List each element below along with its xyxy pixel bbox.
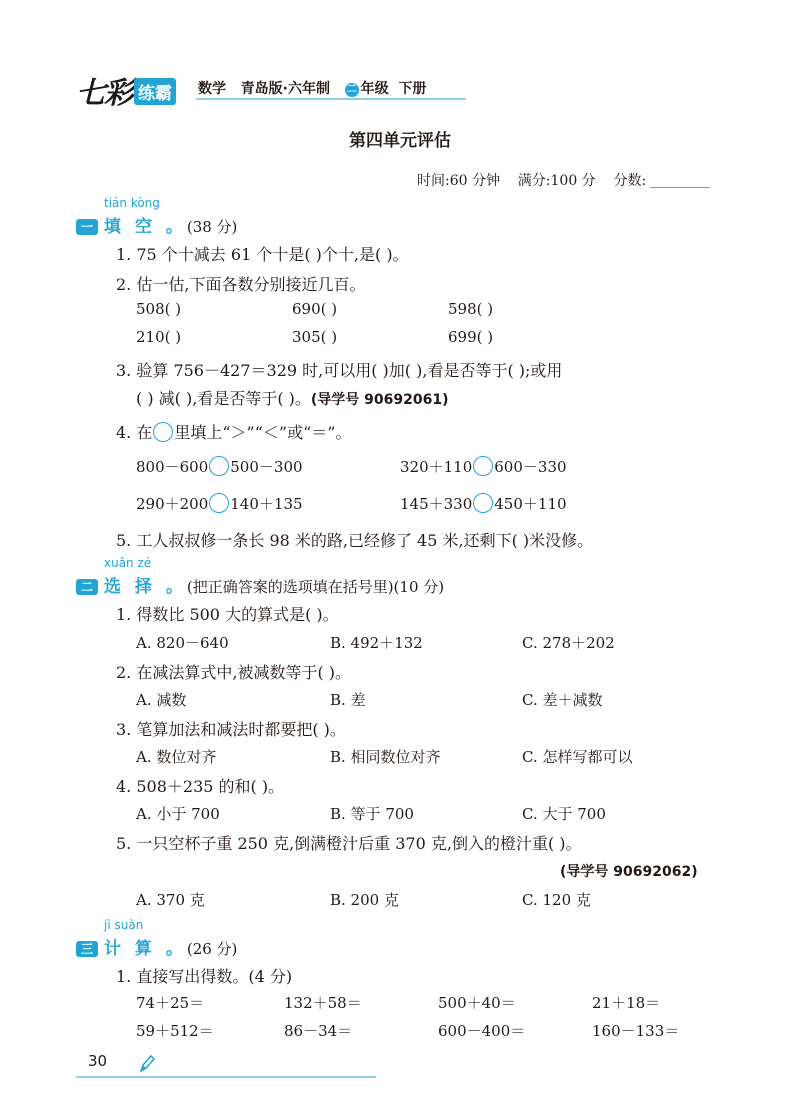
section1-points: (38 分) — [186, 218, 238, 236]
calc-item[interactable]: 21＋18＝ — [592, 994, 661, 1012]
s2-question: 1. 得数比 500 大的算式是( )。 — [116, 605, 339, 624]
estimate-item[interactable]: 598( ) — [448, 300, 494, 318]
book-header — [198, 78, 426, 98]
estimate-item[interactable]: 210( ) — [136, 328, 182, 346]
choice-c[interactable]: C. 278＋202 — [522, 634, 615, 652]
s1-question-3-cont — [136, 386, 449, 409]
s3-question-1: 1. 直接写出得数。(4 分) — [116, 967, 293, 986]
calc-item[interactable]: 132＋58＝ — [284, 994, 362, 1012]
score-blank[interactable] — [650, 187, 710, 188]
calc-item[interactable]: 74＋25＝ — [136, 994, 205, 1012]
calc-item[interactable]: 160－133＝ — [592, 1022, 680, 1040]
section2-points: (把正确答案的选项填在括号里)(10 分) — [186, 578, 445, 596]
s1-question-5: 5. 工人叔叔修一条长 98 米的路,已经修了 45 米,还剩下( )米没修。 — [116, 531, 594, 550]
compare-item: 145＋330 450＋110 — [400, 495, 567, 513]
s2-question: 3. 笔算加法和减法时都要把( )。 — [116, 720, 346, 739]
section2-title: 选 择 。 — [104, 577, 187, 597]
section3-title: 计 算 。 — [104, 939, 187, 959]
brand-badge: 练霸 — [134, 78, 176, 105]
section2-heading — [76, 572, 444, 597]
grade-mark: 二 — [346, 84, 357, 95]
choice-a[interactable]: A. 820－640 — [136, 634, 229, 652]
footer-divider — [76, 1076, 376, 1078]
header-divider — [196, 98, 466, 100]
s1-q4-suffix: 里填上“＞”“＜”或“＝”。 — [174, 423, 352, 442]
score-label: 分数: — [613, 173, 647, 189]
calc-item[interactable]: 600－400＝ — [438, 1022, 526, 1040]
estimate-item[interactable]: 690( ) — [292, 300, 338, 318]
full-score: 满分:100 分 — [517, 173, 596, 189]
compare-item: 320＋110 600－330 — [400, 458, 567, 476]
grade: 年级 — [360, 81, 389, 97]
pencil-icon — [138, 1054, 156, 1078]
compare-circle[interactable] — [473, 456, 493, 476]
choice-a[interactable]: A. 370 克 — [136, 891, 205, 909]
choice-a[interactable]: A. 小于 700 — [136, 805, 220, 823]
subject: 数学 — [198, 81, 226, 97]
choice-b[interactable]: B. 相同数位对齐 — [330, 748, 441, 766]
s1-question-3: 3. 验算 756－427＝329 时,可以用( )加( ),看是否等于( );或用 — [116, 361, 563, 380]
exam-info — [417, 170, 710, 190]
choice-c[interactable]: C. 120 克 — [522, 891, 591, 909]
circle-blank-icon — [153, 422, 173, 442]
choice-b[interactable]: B. 200 克 — [330, 891, 399, 909]
section3-heading — [76, 934, 237, 959]
section3-points: (26 分) — [186, 940, 238, 958]
time-limit: 时间:60 分钟 — [417, 173, 500, 189]
section1-pinyin: tián kòng — [104, 196, 160, 210]
choice-c[interactable]: C. 怎样写都可以 — [522, 748, 633, 766]
s1-question-1: 1. 75 个十减去 61 个十是( )个十,是( )。 — [116, 245, 409, 264]
estimate-item[interactable]: 699( ) — [448, 328, 494, 346]
section2-badge: 二 — [76, 579, 98, 595]
estimate-item[interactable]: 508( ) — [136, 300, 182, 318]
calc-item[interactable]: 59＋512＝ — [136, 1022, 214, 1040]
s1-question-3-text: ( ) 减( ),看是否等于( )。 — [136, 389, 311, 408]
section1-heading — [76, 212, 237, 237]
term: 下册 — [398, 81, 427, 97]
brand-main: 七彩 — [76, 76, 132, 111]
section3-badge: 三 — [76, 941, 98, 957]
estimate-item[interactable]: 305( ) — [292, 328, 338, 346]
s2-question: 4. 508＋235 的和( )。 — [116, 777, 285, 796]
choice-a[interactable]: A. 数位对齐 — [136, 748, 217, 766]
compare-item: 290＋200 140＋135 — [136, 495, 303, 513]
section3-pinyin: jì suàn — [104, 918, 144, 932]
s2-question: 2. 在减法算式中,被减数等于( )。 — [116, 663, 352, 682]
section1-badge: 一 — [76, 219, 98, 235]
guide-number: (导学号 90692062) — [560, 864, 698, 880]
s1-question-2: 2. 估一估,下面各数分别接近几百。 — [116, 275, 366, 294]
choice-b[interactable]: B. 492＋132 — [330, 634, 423, 652]
calc-item[interactable]: 86－34＝ — [284, 1022, 353, 1040]
page-number: 30 — [88, 1052, 108, 1070]
choice-c[interactable]: C. 差＋减数 — [522, 691, 603, 709]
guide-number: (导学号 90692061) — [310, 392, 449, 408]
brand-logo — [76, 68, 176, 112]
calc-item[interactable]: 500＋40＝ — [438, 994, 516, 1012]
compare-circle[interactable] — [209, 456, 229, 476]
page-title: 第四单元评估 — [349, 131, 451, 151]
edition: 青岛版·六年制 — [240, 81, 330, 97]
compare-circle[interactable] — [473, 493, 493, 513]
choice-c[interactable]: C. 大于 700 — [522, 805, 606, 823]
choice-b[interactable]: B. 差 — [330, 691, 366, 709]
compare-item: 800－600 500－300 — [136, 458, 303, 476]
section2-pinyin: xuǎn zé — [104, 556, 152, 570]
choice-a[interactable]: A. 减数 — [136, 691, 187, 709]
s2-question: 5. 一只空杯子重 250 克,倒满橙汁后重 370 克,倒入的橙汁重( )。 — [116, 834, 582, 853]
section1-title: 填 空 。 — [104, 217, 187, 237]
s1-question-4 — [116, 420, 351, 443]
compare-circle[interactable] — [209, 493, 229, 513]
choice-b[interactable]: B. 等于 700 — [330, 805, 414, 823]
s1-q4-prefix: 4. 在 — [116, 423, 153, 442]
